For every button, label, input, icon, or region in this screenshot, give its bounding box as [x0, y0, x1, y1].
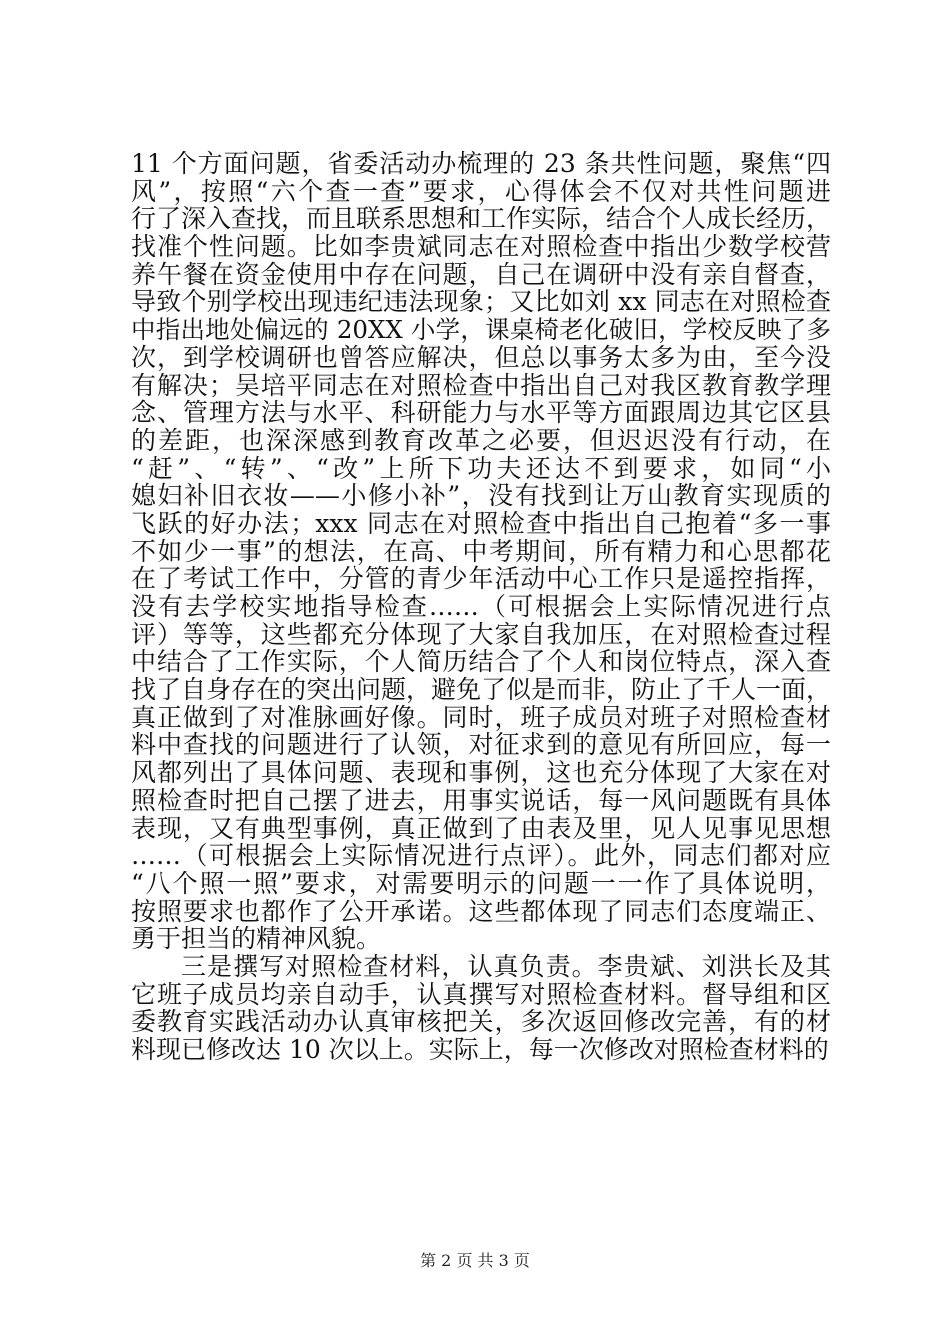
text-line: 在了考试工作中，分管的青少年活动中心工作只是遥控指挥， — [131, 564, 831, 594]
text-line: 有解决；吴培平同志在对照检查中指出自己对我区教育教学理 — [131, 370, 831, 400]
text-line: 不如少一事”的想法，在高、中考期间，所有精力和心思都花 — [131, 536, 831, 566]
text-line: 飞跃的好办法；xxx 同志在对照检查中指出自己抱着“多一事 — [131, 508, 831, 538]
text-line: 真正做到了对准脉画好像。同时，班子成员对班子对照检查材 — [131, 702, 831, 732]
text-line: 11 个方面问题，省委活动办梳理的 23 条共性问题，聚焦“四 — [131, 149, 831, 178]
text-line: 找准个性问题。比如李贵斌同志在对照检查中指出少数学校营 — [131, 232, 831, 262]
text-line: 没有去学校实地指导检查……（可根据会上实际情况进行点 — [131, 592, 831, 621]
text-line: 中结合了工作实际，个人简历结合了个人和岗位特点，深入查 — [131, 647, 831, 677]
text-line: 次，到学校调研也曾答应解决，但总以事务太多为由，至今没 — [131, 342, 831, 372]
page-footer: 第 2 页 共 3 页 — [420, 1251, 530, 1270]
text-line: 表现，又有典型事例，真正做到了由表及里，见人见事见思想 — [131, 813, 831, 843]
text-line: “赶”、“转”、“改”上所下功夫还达不到要求，如同“小 — [131, 453, 831, 483]
text-line: 料现已修改达 10 次以上。实际上，每一次修改对照检查材料的 — [131, 1035, 829, 1064]
text-line: “八个照一照”要求，对需要明示的问题一一作了具体说明， — [131, 868, 831, 898]
text-line: 媳妇补旧衣妆——小修小补”，没有找到让万山教育实现质的 — [131, 481, 831, 511]
text-line: 委教育实践活动办认真审核把关，多次返回修改完善，有的材 — [131, 1007, 831, 1037]
text-line: 料中查找的问题进行了认领，对征求到的意见有所回应，每一 — [131, 730, 831, 760]
text-line: 养午餐在资金使用中存在问题，自己在调研中没有亲自督查， — [131, 259, 831, 289]
text-line: 三是撰写对照检查材料，认真负责。李贵斌、刘洪长及其 — [181, 951, 831, 981]
text-line: 念、管理方法与水平、科研能力与水平等方面跟周边其它区县 — [131, 398, 831, 428]
text-line: 导致个别学校出现违纪违法现象；又比如刘 xx 同志在对照检查 — [131, 287, 831, 317]
text-line: ……（可根据会上实际情况进行点评）。此外，同志们都对应 — [131, 841, 831, 871]
text-line: 评）等等，这些都充分体现了大家自我加压，在对照检查过程 — [131, 619, 831, 649]
text-line: 勇于担当的精神风貌。 — [131, 924, 382, 954]
text-line: 的差距，也深深感到教育改革之必要，但迟迟没有行动，在 — [131, 425, 831, 455]
text-line: 它班子成员均亲自动手，认真撰写对照检查材料。督导组和区 — [131, 979, 831, 1009]
text-line: 风都列出了具体问题、表现和事例，这也充分体现了大家在对 — [131, 758, 831, 788]
text-line: 照检查时把自己摆了进去，用事实说话，每一风问题既有具体 — [131, 785, 831, 815]
text-line: 风”，按照“六个查一查”要求，心得体会不仅对共性问题进 — [131, 176, 831, 206]
text-line: 中指出地处偏远的 20XX 小学，课桌椅老化破旧，学校反映了多 — [131, 315, 831, 345]
text-line: 行了深入查找，而且联系思想和工作实际，结合个人成长经历， — [131, 204, 832, 234]
body-text — [131, 150, 831, 1064]
text-line: 找了自身存在的突出问题，避免了似是而非，防止了千人一面， — [131, 675, 832, 705]
text-line: 按照要求也都作了公开承诺。这些都体现了同志们态度端正、 — [131, 896, 831, 926]
